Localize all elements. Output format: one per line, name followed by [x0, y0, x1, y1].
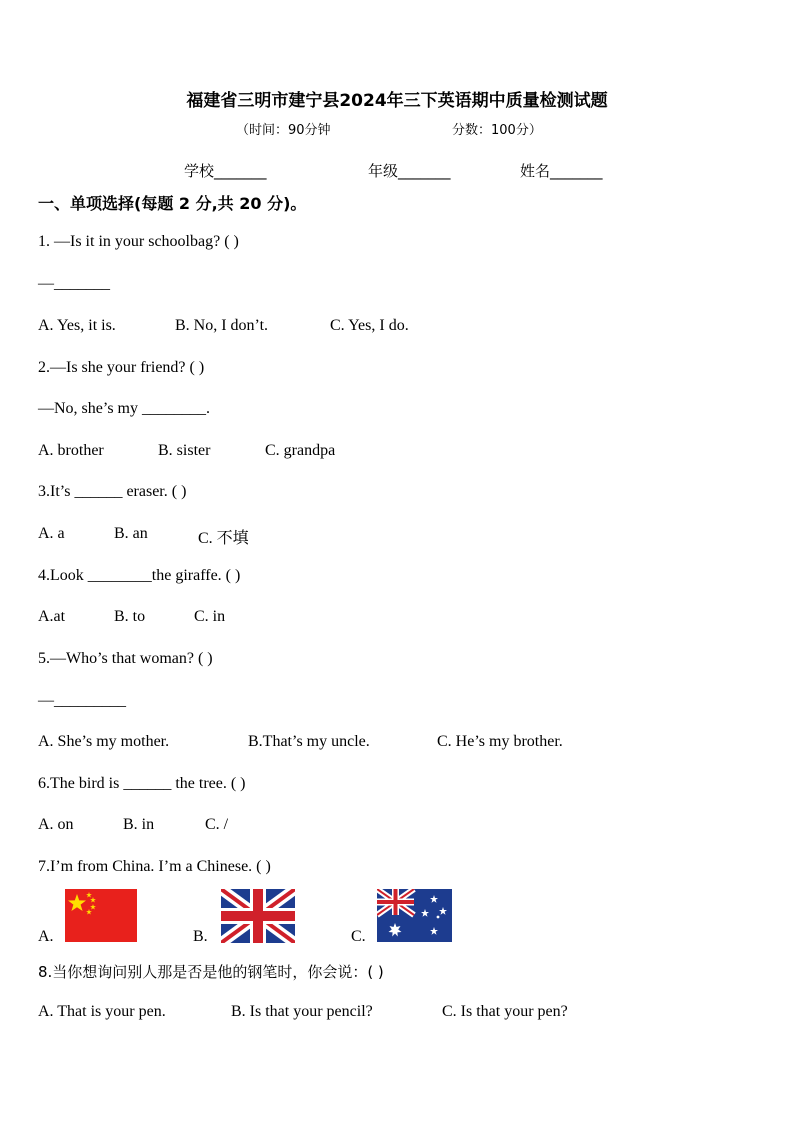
question-8-option-a: A. That is your pen. — [38, 1003, 166, 1020]
question-4-option-a: A.at — [38, 608, 66, 625]
question-1-answer-line: —_______ — [38, 275, 110, 292]
question-3-stem: 3.It’s ______ eraser. ( ) — [38, 483, 187, 500]
question-2-option-b: B. sister — [158, 442, 211, 459]
question-5-answer-line: —_________ — [38, 692, 126, 709]
question-4-stem: 4.Look ________the giraffe. ( ) — [38, 567, 241, 584]
question-5-stem: 5.—Who’s that woman? ( ) — [38, 650, 213, 667]
question-6-option-b: B. in — [123, 816, 155, 833]
question-3-option-b: B. an — [114, 525, 148, 542]
question-8-option-c: C. Is that your pen? — [442, 1003, 568, 1020]
page-title: 福建省三明市建宁县2024年三下英语期中质量检测试题 — [186, 91, 608, 111]
question-2-stem: 2.—Is she your friend? ( ) — [38, 359, 205, 376]
question-6-option-c: C. / — [205, 816, 229, 833]
question-8-option-b: B. Is that your pencil? — [231, 1003, 373, 1020]
question-3-option-c: C. 不填 — [198, 530, 249, 547]
exam-score: 分数：100分） — [452, 123, 542, 138]
question-8-stem — [38, 961, 384, 982]
exam-time: （时间：90分钟 — [236, 123, 331, 138]
question-1-option-b: B. No, I don’t. — [175, 317, 269, 334]
question-6-stem: 6.The bird is ______ the tree. ( ) — [38, 775, 246, 792]
name-field: 姓名_______ — [520, 162, 603, 180]
question-4-option-b: B. to — [114, 608, 146, 625]
question-2-option-a: A. brother — [38, 442, 104, 459]
school-field: 学校_______ — [184, 162, 267, 180]
question-7-option-c: C. — [351, 928, 366, 945]
question-6-option-a: A. on — [38, 816, 74, 833]
question-3-option-a: A. a — [38, 525, 65, 542]
australia-flag-icon — [377, 889, 452, 942]
question-5-option-c: C. He’s my brother. — [437, 733, 563, 750]
china-flag-icon — [65, 889, 137, 942]
question-7-option-a: A. — [38, 928, 54, 945]
question-5-option-a: A. She’s my mother. — [38, 733, 170, 750]
grade-field: 年级_______ — [368, 162, 451, 180]
question-8-stem-text: 8.当你想询问别人那是否是他的钢笔时，你会说：( ) — [38, 963, 384, 981]
question-1-stem: 1. —Is it in your schoolbag? ( ) — [38, 233, 239, 250]
uk-flag-icon — [221, 889, 295, 943]
question-2-option-c: C. grandpa — [265, 442, 336, 459]
question-2-answer-line: —No, she’s my ________. — [38, 400, 210, 417]
question-1-option-c: C. Yes, I do. — [330, 317, 409, 334]
section-title: 一、单项选择(每题 2 分,共 20 分)。 — [38, 194, 307, 213]
question-7-option-b: B. — [193, 928, 208, 945]
question-5-option-b: B.That’s my uncle. — [248, 733, 370, 750]
question-4-option-c: C. in — [194, 608, 226, 625]
question-7-stem: 7.I’m from China. I’m a Chinese. ( ) — [38, 858, 271, 875]
question-1-option-a: A. Yes, it is. — [38, 317, 116, 334]
